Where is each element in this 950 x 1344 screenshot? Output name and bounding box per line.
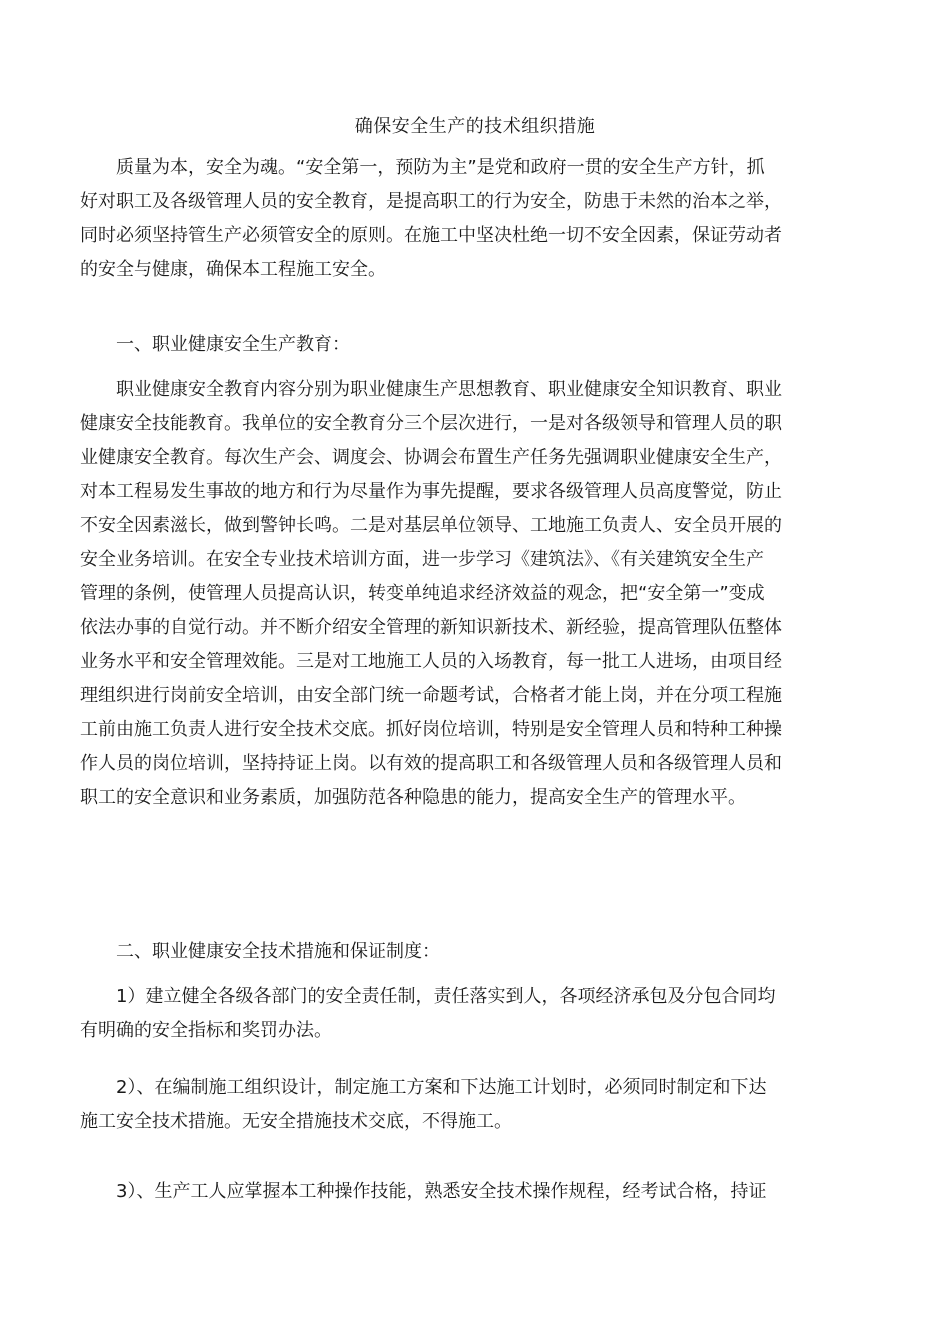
paragraph-line: 有明确的安全指标和奖罚办法。 — [80, 1020, 332, 1041]
section-heading-text: 二、职业健康安全技术措施和保证制度： — [80, 941, 440, 962]
paragraph-line: 质量为本，安全为魂。“安全第一，预防为主”是党和政府一贯的安全生产方针，抓 — [80, 157, 765, 178]
paragraph-line: 好对职工及各级管理人员的安全教育，是提高职工的行为安全，防患于未然的治本之举， — [80, 191, 782, 212]
paragraph-line: 依法办事的自觉行动。并不断介绍安全管理的新知识新技术、新经验，提高管理队伍整体 — [80, 617, 782, 638]
paragraph-line: 施工安全技术措施。无安全措施技术交底，不得施工。 — [80, 1111, 512, 1132]
paragraph-line: 3）、生产工人应掌握本工种操作技能，熟悉安全技术操作规程，经考试合格，持证 — [80, 1181, 767, 1202]
list-item-1 — [80, 980, 873, 1048]
paragraph-line: 对本工程易发生事故的地方和行为尽量作为事先提醒，要求各级管理人员高度警觉，防止 — [80, 481, 782, 502]
paragraph-line: 同时必须坚持管生产必须管安全的原则。在施工中坚决杜绝一切不安全因素，保证劳动者 — [80, 225, 782, 246]
paragraph-line: 职业健康安全教育内容分别为职业健康生产思想教育、职业健康安全知识教育、职业 — [80, 379, 782, 400]
section-1-body — [80, 373, 873, 815]
paragraph-line: 2）、在编制施工组织设计，制定施工方案和下达施工计划时，必须同时制定和下达 — [80, 1077, 767, 1098]
paragraph-line: 工前由施工负责人进行安全技术交底。抓好岗位培训，特别是安全管理人员和特种工种操 — [80, 719, 782, 740]
document-title: 确保安全生产的技术组织措施 — [354, 116, 596, 137]
list-item-3 — [80, 1175, 873, 1209]
intro-paragraph — [80, 151, 873, 287]
paragraph-line: 不安全因素滋长，做到警钟长鸣。二是对基层单位领导、工地施工负责人、安全员开展的 — [80, 515, 782, 536]
section-2-heading — [80, 935, 873, 969]
paragraph-line: 理组织进行岗前安全培训，由安全部门统一命题考试，合格者才能上岗，并在分项工程施 — [80, 685, 782, 706]
paragraph-line: 安全业务培训。在安全专业技术培训方面，进一步学习《建筑法》、《有关建筑安全生产 — [80, 549, 764, 570]
paragraph-line: 职工的安全意识和业务素质，加强防范各种隐患的能力，提高安全生产的管理水平。 — [80, 787, 746, 808]
section-1-heading — [80, 328, 873, 362]
paragraph-line: 1）建立健全各级各部门的安全责任制，责任落实到人，各项经济承包及分包合同均 — [80, 986, 776, 1007]
section-heading-text: 一、职业健康安全生产教育： — [80, 334, 350, 355]
paragraph-line: 的安全与健康，确保本工程施工安全。 — [80, 259, 386, 280]
paragraph-line: 业务水平和安全管理效能。三是对工地施工人员的入场教育，每一批工人进场，由项目经 — [80, 651, 782, 672]
paragraph-line: 业健康安全教育。每次生产会、调度会、协调会布置生产任务先强调职业健康安全生产， — [80, 447, 782, 468]
paragraph-line: 健康安全技能教育。我单位的安全教育分三个层次进行，一是对各级领导和管理人员的职 — [80, 413, 782, 434]
paragraph-line: 作人员的岗位培训，坚持持证上岗。以有效的提高职工和各级管理人员和各级管理人员和 — [80, 753, 782, 774]
list-item-2 — [80, 1071, 873, 1139]
paragraph-line: 管理的条例，使管理人员提高认识，转变单纯追求经济效益的观念，把“安全第一”变成 — [80, 583, 765, 604]
